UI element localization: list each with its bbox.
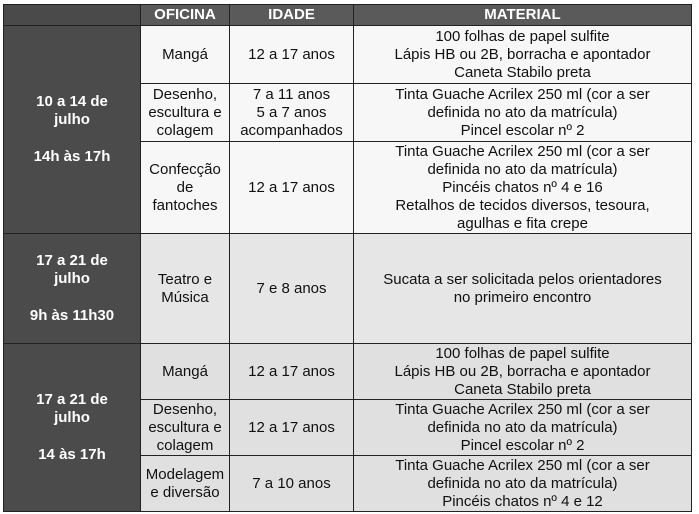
schedule-table	[3, 4, 692, 512]
idade-text: 12 a 17 anos	[248, 45, 335, 63]
material-line: Tinta Guache Acrilex 250 ml (cor a ser	[395, 142, 650, 160]
material-line: Retalhos de tecidos diversos, tesoura,	[395, 196, 650, 214]
idade-cell	[230, 26, 354, 84]
period-time: 9h às 11h30	[29, 307, 115, 324]
material-line: definida no ato da matrícula)	[427, 474, 618, 492]
material-line: Tinta Guache Acrilex 250 ml (cor a ser	[395, 400, 650, 418]
material-cell	[354, 344, 692, 400]
material-line: Caneta Stabilo preta	[454, 63, 591, 81]
oficina-cell	[141, 26, 230, 84]
period-dates-line1: 10 a 14 de	[36, 93, 108, 110]
oficina-cell	[141, 234, 230, 344]
idade-text: 7 a 10 anos	[252, 474, 331, 492]
oficina-text: escultura e	[148, 103, 222, 121]
oficina-text: de	[176, 178, 194, 196]
material-line: no primeiro encontro	[453, 288, 592, 306]
period-dates-line2: julho	[54, 111, 90, 128]
material-line: agulhas e fita crepe	[457, 214, 588, 232]
oficina-text: Modelagem	[145, 465, 225, 483]
period-cell	[4, 234, 141, 344]
header-material: MATERIAL	[354, 5, 692, 26]
header-row	[4, 5, 692, 26]
material-line: 100 folhas de papel sulfite	[435, 344, 610, 362]
period-dates-line1: 17 a 21 de	[36, 252, 108, 269]
period-dates-line2: julho	[54, 409, 90, 426]
material-cell	[354, 400, 692, 456]
idade-text: 7 e 8 anos	[256, 279, 327, 297]
oficina-text: Mangá	[162, 362, 208, 380]
oficina-text: e diversão	[150, 483, 220, 501]
oficina-text: colagem	[156, 121, 214, 139]
material-line: 100 folhas de papel sulfite	[435, 27, 610, 45]
period-dates-line1: 17 a 21 de	[36, 391, 108, 408]
material-cell	[354, 142, 692, 234]
table-row	[4, 234, 692, 344]
oficina-text: Música	[161, 288, 209, 306]
oficina-cell	[141, 344, 230, 400]
header-oficina: OFICINA	[141, 5, 230, 26]
header-idade: IDADE	[230, 5, 354, 26]
oficina-text: Confecção	[149, 160, 221, 178]
oficina-text: Desenho,	[152, 85, 218, 103]
material-line: definida no ato da matrícula)	[427, 103, 618, 121]
material-line: Pincéis chatos nº 4 e 16	[442, 178, 603, 196]
oficina-text: Teatro e	[157, 270, 213, 288]
oficina-cell	[141, 400, 230, 456]
idade-text: 5 a 7 anos	[256, 103, 327, 121]
period-cell	[4, 26, 141, 234]
oficina-text: fantoches	[152, 196, 218, 214]
oficina-text: escultura e	[148, 418, 222, 436]
idade-cell	[230, 456, 354, 512]
idade-text: 12 a 17 anos	[248, 418, 335, 436]
material-cell	[354, 234, 692, 344]
header-blank-cell	[4, 5, 141, 26]
idade-cell	[230, 142, 354, 234]
idade-cell	[230, 84, 354, 142]
period-cell	[4, 344, 141, 512]
idade-cell	[230, 344, 354, 400]
idade-text: acompanhados	[240, 121, 343, 139]
material-line: Tinta Guache Acrilex 250 ml (cor a ser	[395, 456, 650, 474]
idade-text: 12 a 17 anos	[248, 178, 335, 196]
oficina-cell	[141, 456, 230, 512]
material-cell	[354, 84, 692, 142]
idade-text: 12 a 17 anos	[248, 362, 335, 380]
idade-cell	[230, 234, 354, 344]
material-line: Lápis HB ou 2B, borracha e apontador	[394, 362, 651, 380]
material-line: Pincéis chatos nº 4 e 12	[442, 492, 603, 510]
period-time: 14 às 17h	[38, 446, 106, 463]
oficina-cell	[141, 84, 230, 142]
material-line: definida no ato da matrícula)	[427, 418, 618, 436]
material-line: definida no ato da matrícula)	[427, 160, 618, 178]
material-line: Pincel escolar nº 2	[460, 121, 585, 139]
material-cell	[354, 26, 692, 84]
table-row	[4, 26, 692, 84]
table-row	[4, 344, 692, 400]
material-line: Tinta Guache Acrilex 250 ml (cor a ser	[395, 85, 650, 103]
material-line: Sucata a ser solicitada pelos orientadores	[383, 270, 662, 288]
material-line: Lápis HB ou 2B, borracha e apontador	[394, 45, 651, 63]
idade-text: 7 a 11 anos	[252, 85, 331, 103]
material-line: Pincel escolar nº 2	[460, 436, 585, 454]
period-dates-line2: julho	[54, 270, 90, 287]
oficina-text: Desenho,	[152, 400, 218, 418]
idade-cell	[230, 400, 354, 456]
oficina-cell	[141, 142, 230, 234]
period-time: 14h às 17h	[33, 148, 111, 165]
material-cell	[354, 456, 692, 512]
material-line: Caneta Stabilo preta	[454, 380, 591, 398]
oficina-text: Mangá	[162, 45, 208, 63]
oficina-text: colagem	[156, 436, 214, 454]
